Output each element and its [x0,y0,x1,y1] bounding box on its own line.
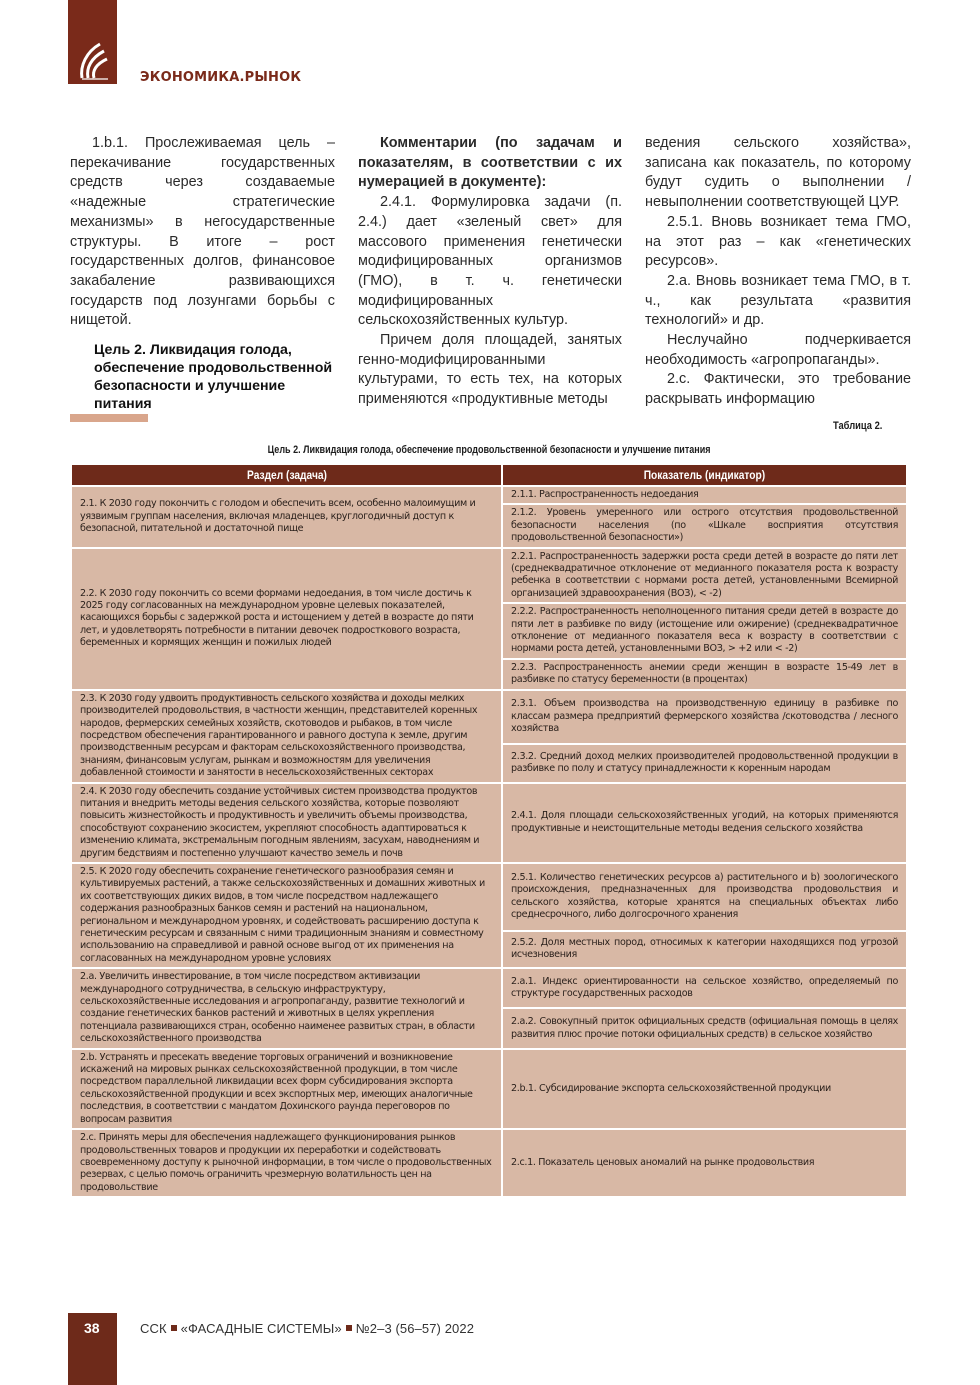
square-bullet-icon [346,1325,352,1331]
paragraph: Неслучайно подчеркивается необходимость «агропропаганды». [645,332,911,368]
logo-block [68,0,117,84]
indicator-cell: 2.b.1. Субсидирование экспорта сельскохозяйственной продукции [502,1049,907,1129]
table-title [70,444,908,456]
indicator-cell: 2.5.1. Количество генетических ресурсов а) растительного и b) зоологического происхождения, предназначенных для производства продовольствия и сельского хозяйства, которые хранятся на специальных объектах либо среднесрочного, либо долгосрочного хранения [502,863,907,931]
indicator-cell: 2.а.2. Совокупный приток официальных средств (официальная помощь в целях развития плюс прочие потоки официальных средств) в сельское хозяйство [502,1008,907,1048]
paragraph: 2.5.1. Вновь возникает тема ГМО, на этот раз – как «генетических ресурсов». [645,213,911,270]
accent-bar [70,414,148,422]
task-cell: 2.с. Принять меры для обеспечения надлежащего функционирования рынков продовольственных товаров и продукции их переработки и содействовать своевременному доступу к рыночной информации, в том числе о продовольственных резервах, с целью помочь ограничить чрезмерную волатильность цен на продовольствие [71,1129,502,1197]
task-cell: 2.4. К 2030 году обеспечить создание устойчивых систем производства продуктов питания и внедрить методы ведения сельского хозяйства, которые позволяют повысить жизнестойкость и продуктивность и увеличить объемы производства, способствуют сохранению экосистем, укрепляют способность адаптироваться к изменению климата, экстремальным погодным явлениям, засухам, наводнениям и другим бедствиям и постепенно улучшают качество земель и почв [71,783,502,863]
table-row [71,1129,907,1197]
table-label: Таблица 2. [833,420,883,432]
task-cell: 2.3. К 2030 году удвоить продуктивность сельского хозяйства и доходы мелких производителей продовольствия, в частности женщин, представителей коренных народов, фермерских семейных хозяйств, скотоводов и рыбаков, в том числе посредством обеспечения гарантированного и равного доступа к земле, другим производственным ресурсам и факторам сельскохозяйственного производства, знаниям, финансовым услугам, рынкам и возможностям для увеличения добавленной стоимости и занятости в несельскохозяйственных секторах [71,690,502,783]
task-cell: 2.1. К 2030 году покончить с голодом и обеспечить всем, особенно малоимущим и уязвимым группам населения, включая младенцев, круглогодичный доступ к безопасной, питательной и достаточной пище [71,486,502,548]
indicator-cell: 2.с.1. Показатель ценовых аномалий на рынке продовольствия [502,1129,907,1197]
task-cell: 2.2. К 2030 году покончить со всеми формами недоедания, в том числе достичь к 2025 году согласованных на международном уровне целевых показателей, касающихся борьбы с задержкой роста и истощением у детей в возрасте до пяти лет, и удовлетворять потребности в питании девочек подросткового возраста, беременных и кормящих женщин и пожилых людей [71,548,502,690]
indicator-cell: 2.3.2. Средний доход мелких производителей продовольственной продукции в разбивке по полу и статусу принадлежности к коренным народам [502,744,907,783]
column-header-indicator-label: Показатель (индикатор) [643,467,766,482]
footer-issue: №2–3 (56–57) 2022 [355,1321,475,1336]
square-bullet-icon [171,1325,177,1331]
text-column-3 [645,134,911,410]
table-header-row [71,464,907,486]
goal-heading: Цель 2. Ликвидация голода, обеспечение продовольственной безопасности и улучшение питания [94,342,333,412]
indicator-cell: 2.1.1. Распространенность недоедания [502,486,907,504]
paragraph: 2.а. Вновь возникает тема ГМО, в т. ч., как результата «развития технологий» и др. [645,272,911,329]
paragraph: 1.b.1. Прослеживаемая цель – перекачивание государственных средств через создаваемые «надежные стратегические механизмы» в негосударственные структуры. В итоге – рост государственных долгов, финансовое закабаление развивающихся государств под лозунгами борьбы с нищетой. [70,135,335,329]
fan-logo-icon [76,40,110,82]
indicator-cell: 2.4.1. Доля площади сельскохозяйственных угодий, на которых применяются продуктивные и неистощительные методы ведения сельского хозяйства [502,783,907,863]
paragraph: Причем доля площадей, занятых генно-модифицированными культурами, то есть тех, на которых применяются «продуктивные методы [358,332,622,408]
table-row [71,1049,907,1129]
paragraph: 2.4.1. Формулировка задачи (п. 2.4.) дает «зеленый свет» для массового применения генетически модифицированных организмов (ГМО), в т. ч. генетически модифицированных сельскохозяйственных культур. [358,194,622,329]
table-row [71,548,907,604]
indicator-cell: 2.3.1. Объем производства на производственную единицу в разбивке по классам размера предприятий фермерского хозяйства /скотоводства / лесного хозяйства [502,690,907,744]
column-header-task-label: Раздел (задача) [246,467,327,482]
indicator-cell: 2.2.2. Распространенность неполноценного питания среди детей в возрасте до пяти лет в разбивке по виду (истощение или ожирение) (среднеквадратичное отклонение от медианного показателя веса к возрасту в соответствии с нормами роста детей, установленными ВОЗ, > +2 или < -2) [502,603,907,659]
task-cell: 2.5. К 2020 году обеспечить сохранение генетического разнообразия семян и культивируемых растений, а также сельскохозяйственных и домашних животных и их соответствующих диких видов, в том числе посредством надлежащего содержания разнообразных банков семян и растений на национальном, региональном и международном уровнях, и содействовать расширению доступа к генетическим ресурсам и связанным с ними традиционным знаниям и совместному использованию на справедливой и равной основе выгод от их применения на согласованных на международном уровне условиях [71,863,502,968]
task-cell: 2.а. Увеличить инвестирование, в том числе посредством активизации международного сотрудничества, в сельскую инфраструктуру, сельскохозяйственные исследования и агропропаганду, развитие технологий и создание генетических банков растений и животных в целях укрепления потенциала развивающихся стран, особенно наименее развитых стран, в области сельскохозяйственного производства [71,968,502,1048]
text-column-1 [70,134,335,331]
comment-heading: Комментарии (по задачам и показателям, в соответствии с их нумерацией в документе): [358,135,622,191]
text-column-2 [358,134,622,410]
indicator-cell: 2.2.3. Распространенность анемии среди женщин в возрасте 15-49 лет в разбивке по статусу беременности (в процентах) [502,659,907,690]
table-row [71,690,907,744]
task-cell: 2.b. Устранять и пресекать введение торговых ограничений и возникновение искажений на мировых рынках сельскохозяйственной продукции, в том числе посредством параллельной ликвидации всех форм субсидирования экспорта сельскохозяйственной продукции и всех экспортных мер, имеющих аналогичные последствия, в соответствии с мандатом Дохинского раунда переговоров по вопросам развития [71,1049,502,1129]
table-title-text: Цель 2. Ликвидация голода, обеспечение продовольственной безопасности и улучшение питания [267,444,711,456]
table-row [71,783,907,863]
page-number: 38 [84,1320,100,1336]
table-row [71,863,907,931]
indicator-cell: 2.5.2. Доля местных пород, относимых к категории находящихся под угрозой исчезновения [502,931,907,969]
footer-text [140,1321,474,1336]
indicator-cell: 2.а.1. Индекс ориентированности на сельское хозяйство, определяемый по структуре государственных расходов [502,968,907,1008]
table-row [71,486,907,504]
indicator-cell: 2.1.2. Уровень умеренного или острого отсутствия продовольственной безопасности населения (по «Шкале восприятия отсутствия продовольственной безопасности») [502,504,907,547]
footer-magazine: «ФАСАДНЫЕ СИСТЕМЫ» [180,1321,342,1336]
paragraph: ведения сельского хозяйства», записана как показатель, по которому будут судить о выполнении / невыполнении соответствующей ЦУР. [645,135,911,211]
indicator-cell: 2.2.1. Распространенность задержки роста среди детей в возрасте до пяти лет (среднеквадратичное отклонение от медианного показателя роста к возрасту ребенка в соответствии с нормами роста детей, установленными Всемирной организацией здравоохранения (ВОЗ), < -2) [502,548,907,604]
table-row [71,968,907,1008]
paragraph: 2.с. Фактически, это требование раскрывать информацию [645,371,911,408]
column-header-task [71,464,502,486]
column-header-indicator [502,464,907,486]
section-label: ЭКОНОМИКА.РЫНОК [140,70,302,85]
table-body [71,486,907,1197]
goals-table [70,463,908,1198]
footer-publisher: ССК [140,1321,167,1336]
